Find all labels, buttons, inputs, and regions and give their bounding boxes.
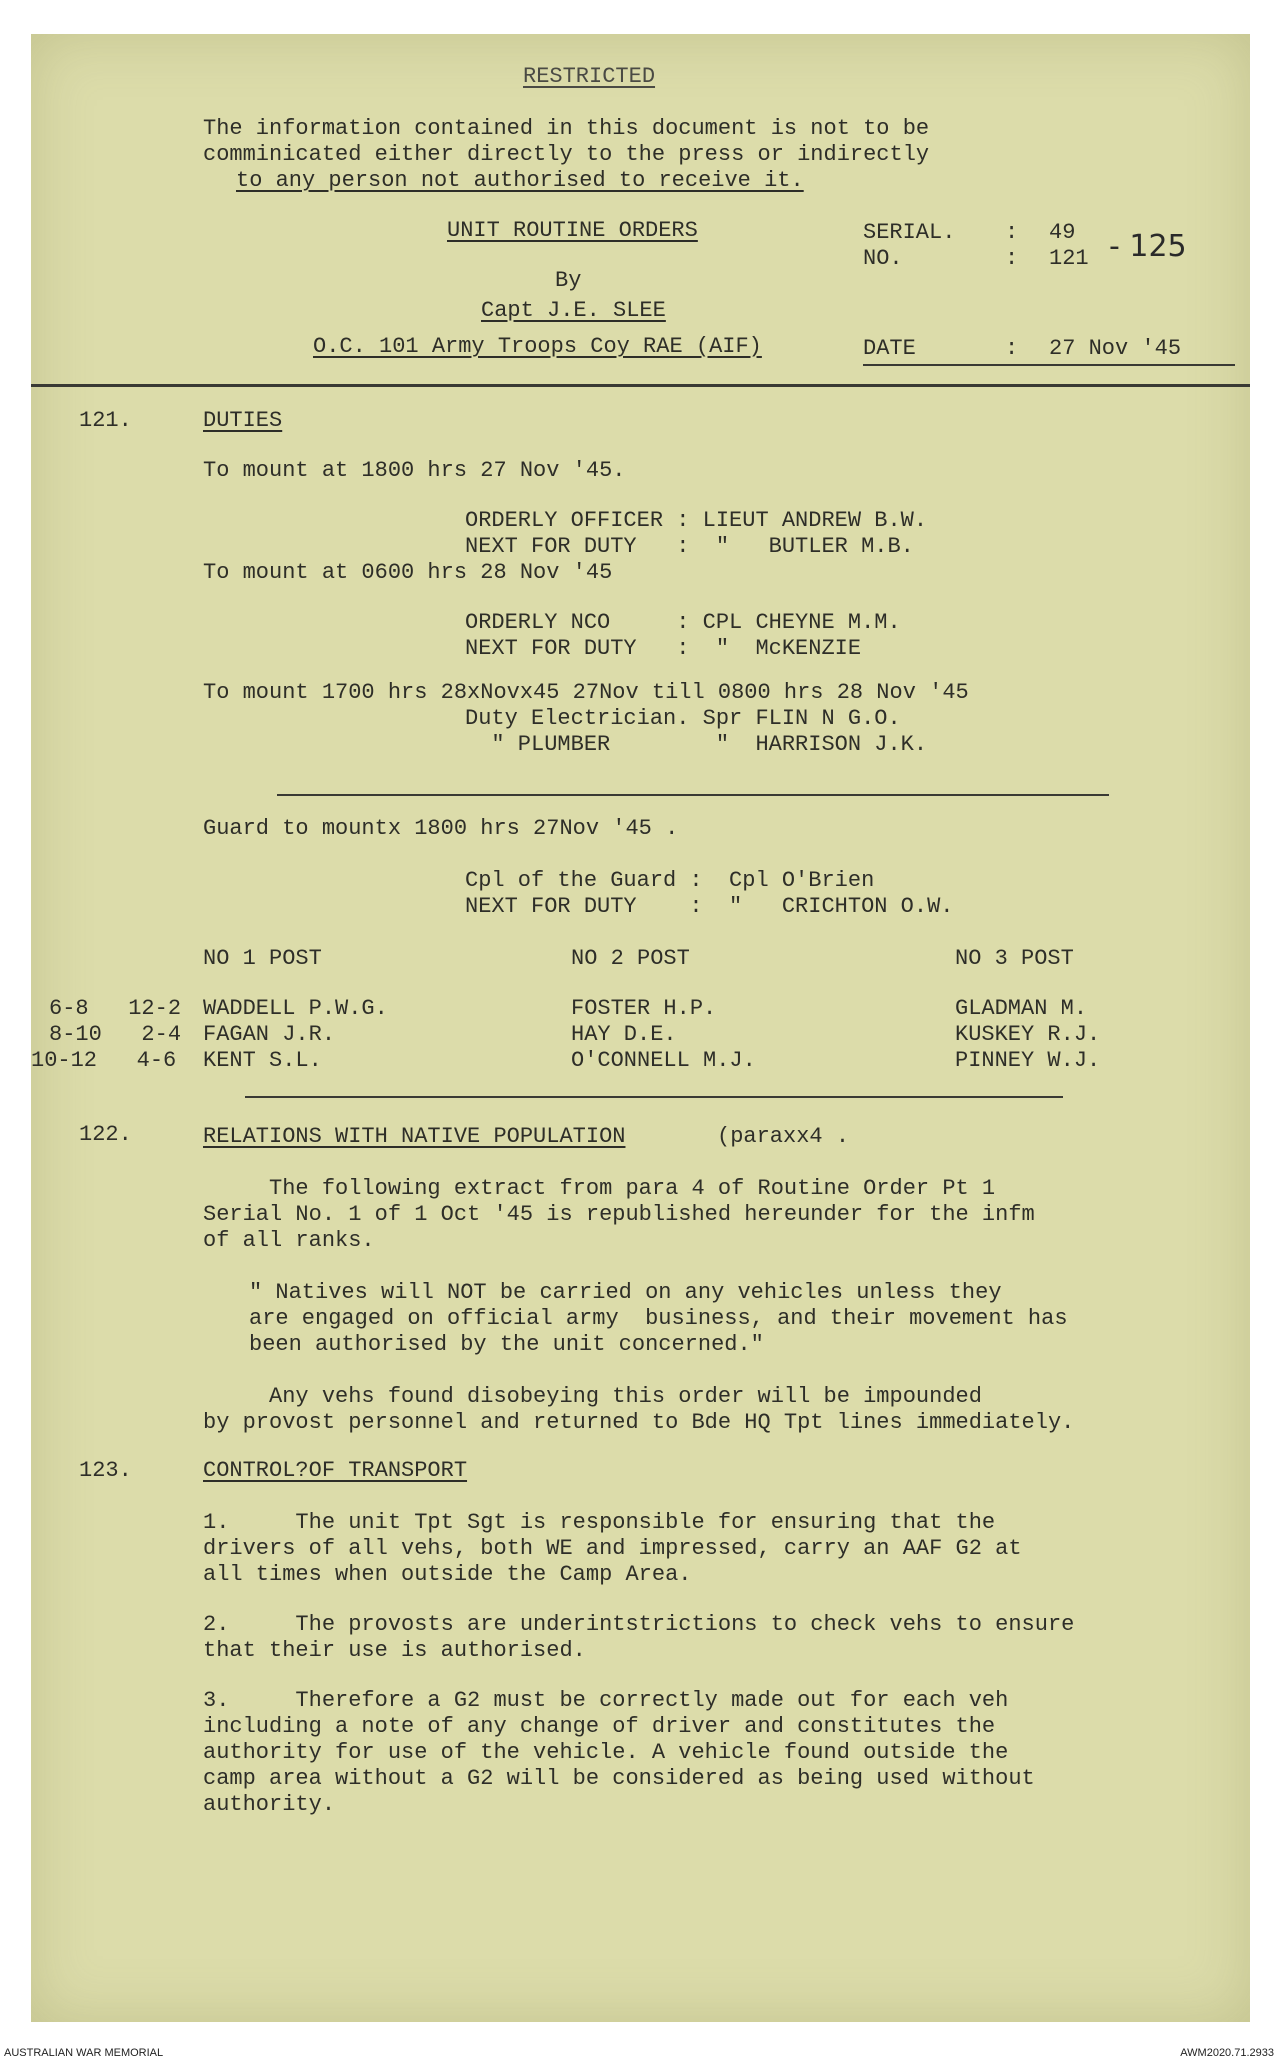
guard-post-3: GLADMAN M. xyxy=(955,996,1088,1021)
notice-line-3: to any person not authorised to receive it. xyxy=(236,168,804,193)
guard-line: Guard to mountx 1800 hrs 27Nov '45 . xyxy=(203,816,679,841)
order-heading: CONTROL?OF TRANSPORT xyxy=(203,1458,468,1483)
duty-line: To mount at 1800 hrs 27 Nov '45. xyxy=(203,458,626,483)
guard-time: 8-10 2-4 xyxy=(49,1022,182,1047)
date-label: DATE xyxy=(863,336,916,361)
guard-post-2: O'CONNELL M.J. xyxy=(571,1048,756,1073)
guard-post-2: HAY D.E. xyxy=(571,1022,677,1047)
duty-line: Duty Electrician. Spr FLIN N G.O. xyxy=(465,706,901,731)
order-number: 122. xyxy=(79,1122,132,1147)
body-line: authority for use of the vehicle. A vehicle found outside the xyxy=(203,1740,1009,1765)
by-label: By xyxy=(555,268,582,293)
guard-line: Cpl of the Guard : Cpl O'Brien xyxy=(465,868,875,893)
guard-post-2: FOSTER H.P. xyxy=(571,996,717,1021)
serial-label: SERIAL. xyxy=(863,220,956,245)
date-value: 27 Nov '45 xyxy=(1049,336,1182,361)
header-divider xyxy=(31,384,1250,387)
body-line: all times when outside the Camp Area. xyxy=(203,1562,692,1587)
quote-line: " Natives will NOT be carried on any vehicles unless they xyxy=(249,1280,1002,1305)
order-heading: RELATIONS WITH NATIVE POPULATION xyxy=(203,1124,626,1149)
duty-line: ORDERLY OFFICER : LIEUT ANDREW B.W. xyxy=(465,508,928,533)
guard-post-1: FAGAN J.R. xyxy=(203,1022,336,1047)
guard-post-3: PINNEY W.J. xyxy=(955,1048,1101,1073)
guard-line: NEXT FOR DUTY : " CRICHTON O.W. xyxy=(465,894,954,919)
body-line: camp area without a G2 will be considered as being used without xyxy=(203,1766,1035,1791)
order-heading: DUTIES xyxy=(203,408,283,433)
order-number: 123. xyxy=(79,1458,132,1483)
duty-line: To mount 1700 hrs 28xNovx45 27Nov till 0800 hrs 28 Nov '45 xyxy=(203,680,969,705)
serial-sep: : xyxy=(1005,220,1019,245)
footer-left: AUSTRALIAN WAR MEMORIAL xyxy=(4,2047,164,2059)
duty-line: NEXT FOR DUTY : " BUTLER M.B. xyxy=(465,534,914,559)
body-line: authority. xyxy=(203,1792,336,1817)
body-line: of all ranks. xyxy=(203,1228,375,1253)
footer-right: AWM2020.71.2933 xyxy=(1180,2047,1274,2059)
document-page xyxy=(31,34,1250,2022)
unit-name: O.C. 101 Army Troops Coy RAE (AIF) xyxy=(313,334,762,359)
body-line: by provost personnel and returned to Bde HQ Tpt lines immediately. xyxy=(203,1410,1075,1435)
body-line: including a note of any change of driver and constitutes the xyxy=(203,1714,996,1739)
orders-title: UNIT ROUTINE ORDERS xyxy=(447,218,698,243)
body-line: 1. The unit Tpt Sgt is responsible for ensuring that the xyxy=(203,1510,996,1535)
post-header-1: NO 1 POST xyxy=(203,946,322,971)
post-header-3: NO 3 POST xyxy=(955,946,1074,971)
no-value: 121 xyxy=(1049,246,1089,271)
body-line: The following extract from para 4 of Routine Order Pt 1 xyxy=(203,1176,996,1201)
notice-line-2: comminicated either directly to the press or indirectly xyxy=(203,142,930,167)
section-divider xyxy=(245,1096,1063,1098)
section-divider xyxy=(277,794,1109,796)
order-number: 121. xyxy=(79,408,132,433)
post-header-2: NO 2 POST xyxy=(571,946,690,971)
quote-line: are engaged on official army business, and their movement has xyxy=(249,1306,1068,1331)
body-line: 2. The provosts are underintstrictions to check vehs to ensure xyxy=(203,1612,1075,1637)
body-line: 3. Therefore a G2 must be correctly made out for each veh xyxy=(203,1688,1009,1713)
body-line: that their use is authorised. xyxy=(203,1638,586,1663)
handwritten-range: - 125 xyxy=(1109,229,1187,264)
duty-line: " PLUMBER " HARRISON J.K. xyxy=(465,732,928,757)
body-line: Serial No. 1 of 1 Oct '45 is republished hereunder for the infm xyxy=(203,1202,1035,1227)
guard-post-1: WADDELL P.W.G. xyxy=(203,996,388,1021)
duty-line: To mount at 0600 hrs 28 Nov '45 xyxy=(203,560,613,585)
serial-value: 49 xyxy=(1049,220,1076,245)
classification-heading: RESTRICTED xyxy=(523,64,656,89)
body-line: Any vehs found disobeying this order will be impounded xyxy=(203,1384,982,1409)
date-underline xyxy=(863,364,1235,366)
body-line: drivers of all vehs, both WE and impressed, carry an AAF G2 at xyxy=(203,1536,1022,1561)
notice-line-1: The information contained in this document is not to be xyxy=(203,116,930,141)
quote-line: been authorised by the unit concerned." xyxy=(249,1332,764,1357)
duty-line: ORDERLY NCO : CPL CHEYNE M.M. xyxy=(465,610,901,635)
date-sep: : xyxy=(1005,336,1019,361)
duty-line: NEXT FOR DUTY : " McKENZIE xyxy=(465,636,862,661)
guard-time: 6-8 12-2 xyxy=(49,996,182,1021)
officer-name: Capt J.E. SLEE xyxy=(481,298,666,323)
guard-time: 10-12 4-6 xyxy=(31,1048,177,1073)
order-heading-tail: (paraxx4 . xyxy=(717,1124,850,1149)
no-label: NO. xyxy=(863,246,903,271)
guard-post-3: KUSKEY R.J. xyxy=(955,1022,1101,1047)
guard-post-1: KENT S.L. xyxy=(203,1048,322,1073)
no-sep: : xyxy=(1005,246,1019,271)
